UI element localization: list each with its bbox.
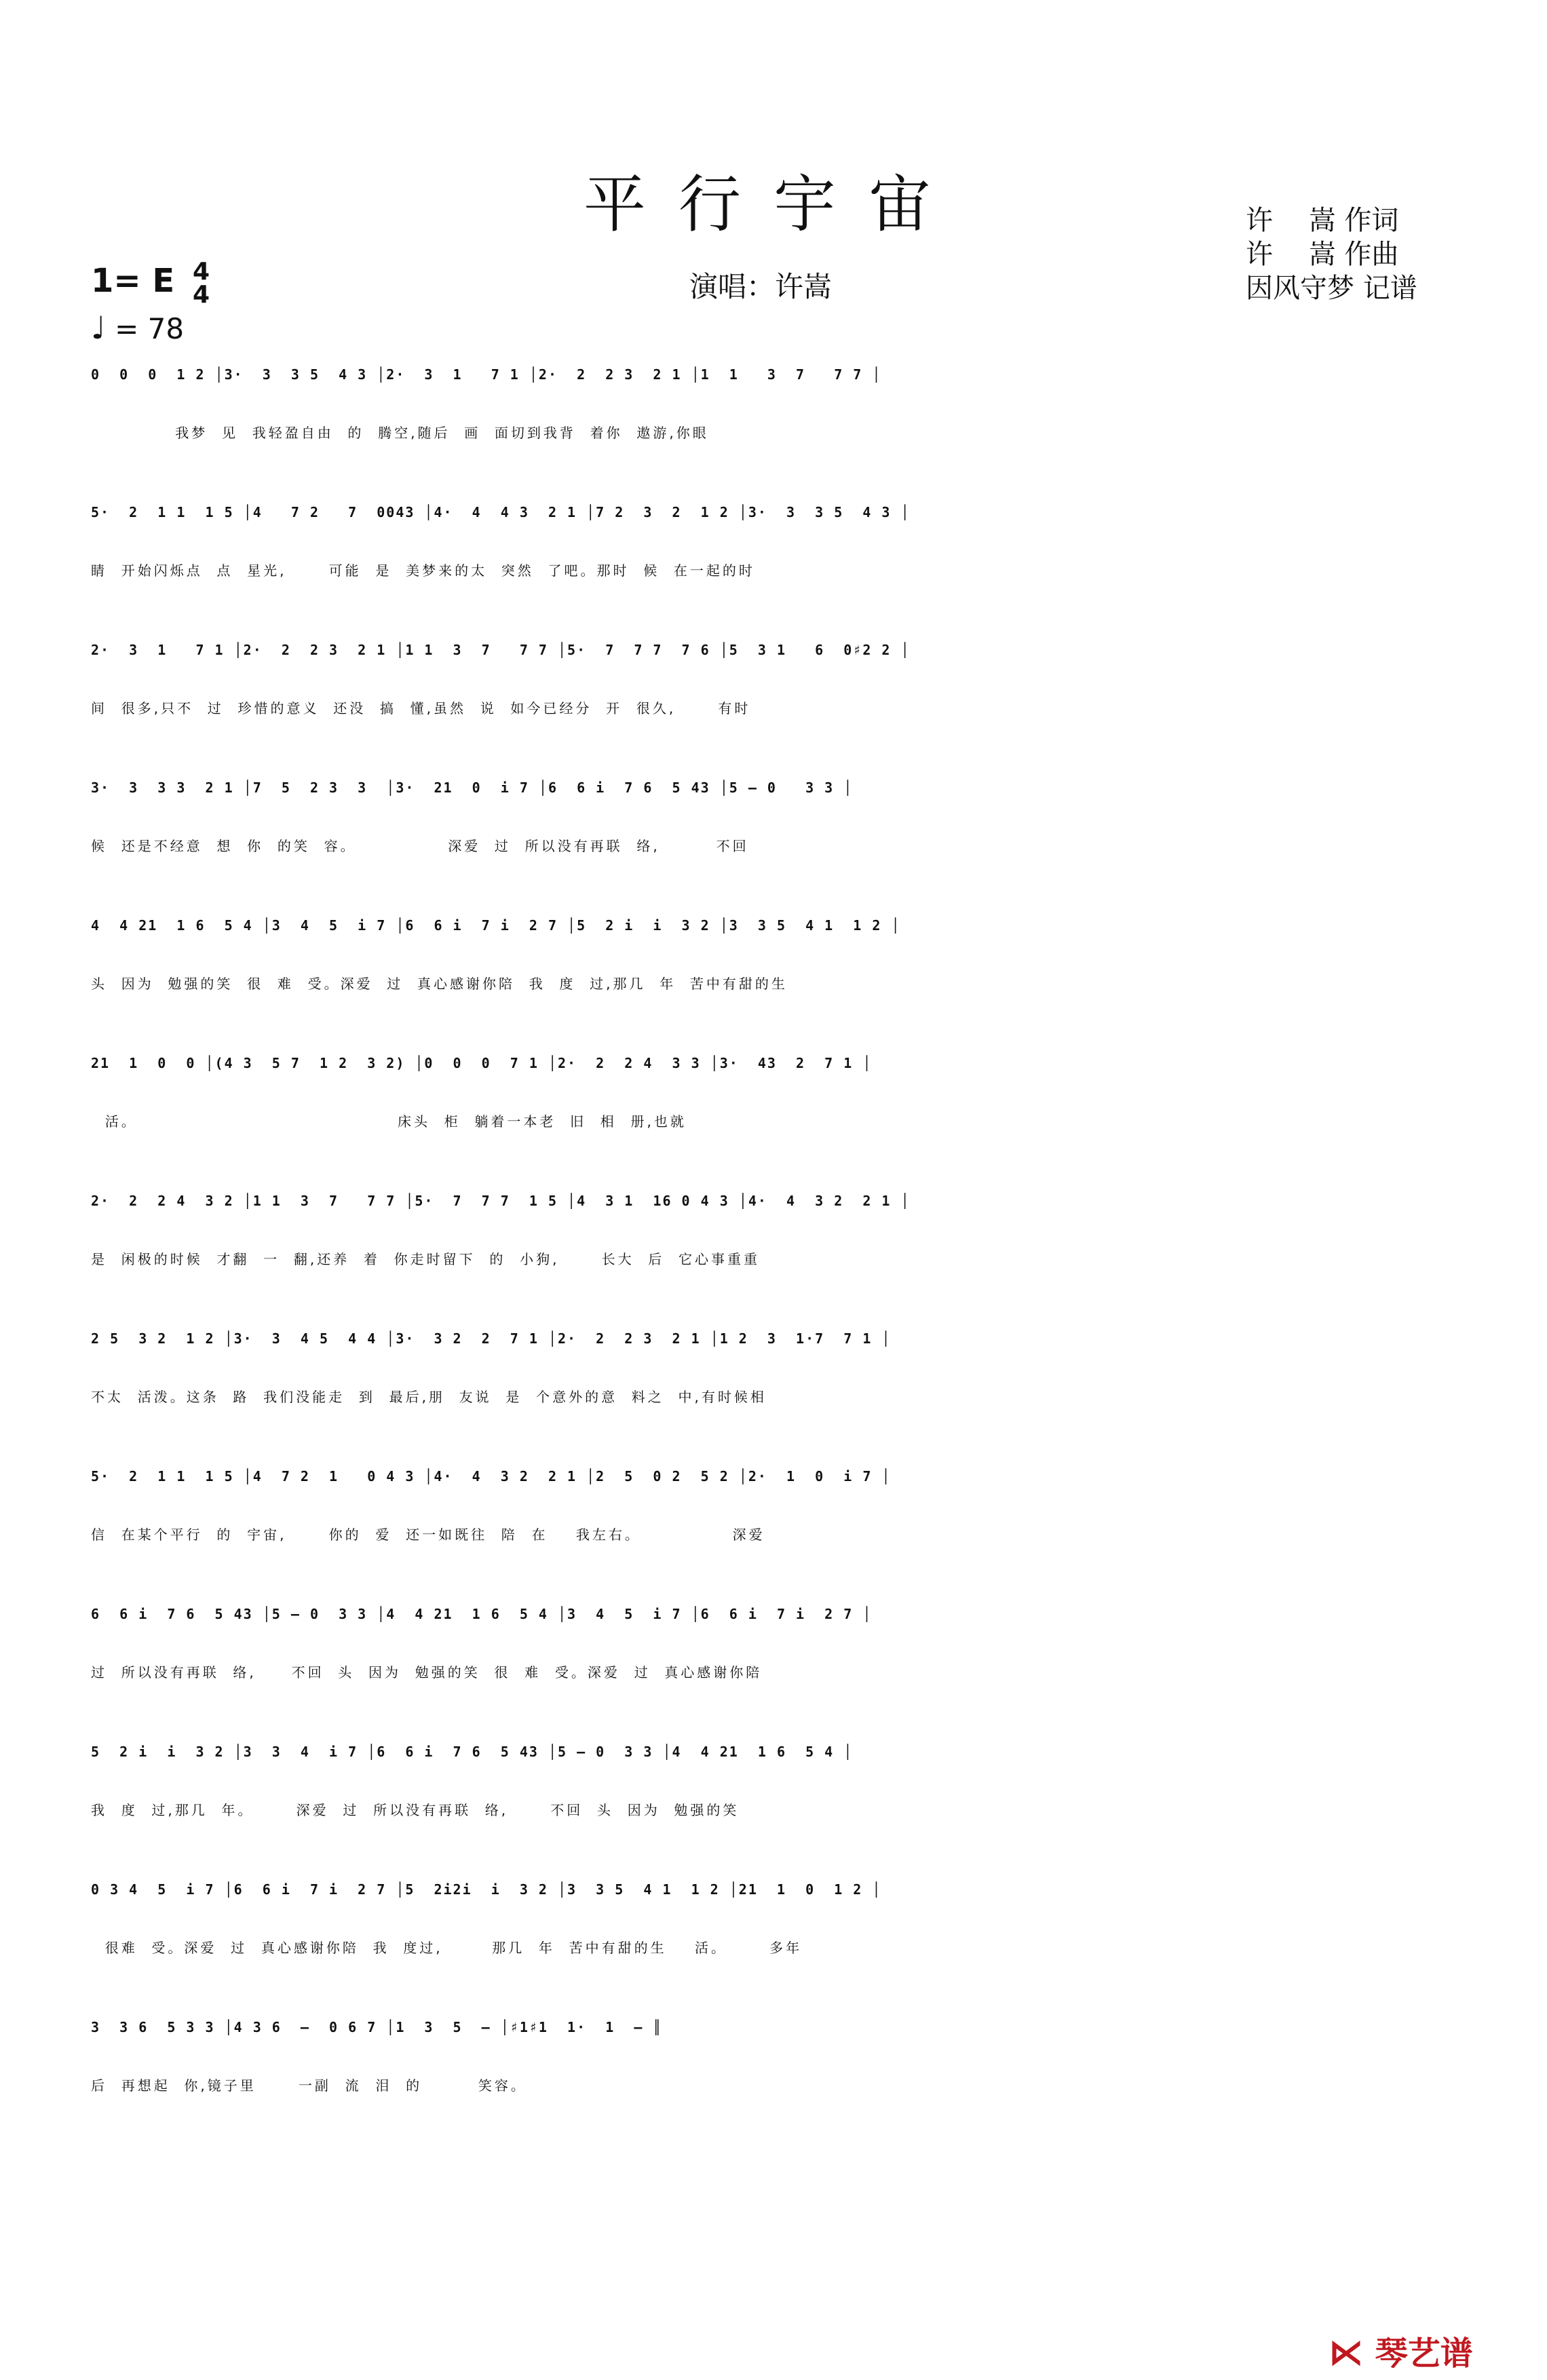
composer-credit: 许 嵩 作曲 bbox=[1246, 239, 1399, 270]
score-line bbox=[91, 1881, 1457, 1976]
song-title: 平行宇宙 bbox=[583, 168, 963, 241]
lyrics-row: 我 度 过,那几 年。 深爱 过 所以没有再联 络, 不回 头 因为 勉强的笑 bbox=[91, 1802, 740, 1818]
score-line bbox=[91, 780, 1457, 875]
lyrics-row: 后 再想起 你,镜子里 一副 流 泪 的 笑容。 bbox=[91, 2077, 527, 2094]
notation-row: 5· 2 1 1 1 5 │4 7 2 7 0043 │4· 4 4 3 2 1 │7 2 3 2 1 2 │3· 3 3 5 4 3 │ bbox=[91, 504, 911, 520]
lyrics-row: 间 很多,只不 过 珍惜的意义 还没 搞 懂,虽然 说 如今已经分 开 很久, 有时 bbox=[91, 700, 751, 716]
credits bbox=[1246, 204, 1417, 305]
notation-row: 5 2 i i 3 2 │3 3 4 i 7 │6 6 i 7 6 5 43 │5 – 0 3 3 │4 4 21 1 6 5 4 │ bbox=[91, 1744, 854, 1760]
notation-row: 5· 2 1 1 1 5 │4 7 2 1 0 4 3 │4· 4 3 2 2 1 │2 5 0 2 5 2 │2· 1 0 i 7 │ bbox=[91, 1468, 892, 1484]
lyrics-row: 我梦 见 我轻盈自由 的 腾空,随后 画 面切到我背 着你 遨游,你眼 bbox=[91, 425, 709, 441]
score-line bbox=[91, 1055, 1457, 1150]
tempo-value: = 78 bbox=[115, 312, 185, 345]
notation-row: 0 3 4 5 i 7 │6 6 i 7 i 2 7 │5 2i2i i 3 2 │3 3 5 4 1 1 2 │21 1 0 1 2 │ bbox=[91, 1881, 882, 1898]
logo-text: 琴艺谱 bbox=[1375, 2335, 1473, 2373]
lyrics-row: 很难 受。深爱 过 真心感谢你陪 我 度过, 那几 年 苦中有甜的生 活。 多年 bbox=[91, 1940, 803, 1956]
meter-bottom: 4 bbox=[193, 281, 210, 309]
score-line bbox=[91, 1468, 1457, 1563]
lyrics-row: 睛 开始闪烁点 点 星光, 可能 是 美梦来的太 突然 了吧。那时 候 在一起的时 bbox=[91, 562, 755, 579]
meter-top: 4 bbox=[193, 258, 210, 286]
notation-row: 21 1 0 0 │(4 3 5 7 1 2 3 2) │0 0 0 7 1 │2· 2 2 4 3 3 │3· 43 2 7 1 │ bbox=[91, 1055, 873, 1071]
notation-row: 2· 2 2 4 3 2 │1 1 3 7 7 7 │5· 7 7 7 1 5 │4 3 1 16 0 4 3 │4· 4 3 2 2 1 │ bbox=[91, 1193, 911, 1209]
notation-row: 2 5 3 2 1 2 │3· 3 4 5 4 4 │3· 3 2 2 7 1 │2· 2 2 3 2 1 │1 2 3 1·7 7 1 │ bbox=[91, 1330, 892, 1347]
notation-row: 3· 3 3 3 2 1 │7 5 2 3 3 │3· 21 0 i 7 │6 6 i 7 6 5 43 │5 – 0 3 3 │ bbox=[91, 780, 854, 796]
quarter-note-icon: ♩ bbox=[91, 309, 106, 346]
key-signature: 1= E bbox=[91, 262, 175, 300]
watermark-logo bbox=[1329, 2327, 1473, 2374]
notation-row: 0 0 0 1 2 │3· 3 3 5 4 3 │2· 3 1 7 1 │2· 2 2 3 2 1 │1 1 3 7 7 7 │ bbox=[91, 366, 882, 383]
score-line bbox=[91, 1606, 1457, 1701]
singer-label: 演唱：许嵩 bbox=[689, 270, 833, 303]
logo-icon: ⋉ bbox=[1329, 2333, 1364, 2373]
score-line bbox=[91, 366, 1457, 461]
lyrics-row: 信 在某个平行 的 宇宙, 你的 爱 还一如既往 陪 在 我左右。 深爱 bbox=[91, 1527, 765, 1543]
lyrics-row: 不太 活泼。这条 路 我们没能走 到 最后,朋 友说 是 个意外的意 料之 中,有时候相 bbox=[91, 1389, 767, 1405]
score-line bbox=[91, 917, 1457, 1012]
notation-row: 2· 3 1 7 1 │2· 2 2 3 2 1 │1 1 3 7 7 7 │5· 7 7 7 7 6 │5 3 1 6 0♯2 2 │ bbox=[91, 642, 911, 658]
lyrics-row: 头 因为 勉强的笑 很 难 受。深爱 过 真心感谢你陪 我 度 过,那几 年 苦中有甜的生 bbox=[91, 976, 788, 992]
lyricist-credit: 许 嵩 作词 bbox=[1246, 205, 1399, 236]
lyrics-row: 活。 床头 柜 躺着一本老 旧 相 册,也就 bbox=[91, 1113, 687, 1130]
score-line bbox=[91, 642, 1457, 737]
score-line bbox=[91, 1744, 1457, 1839]
time-signature bbox=[193, 258, 210, 309]
score-line bbox=[91, 504, 1457, 599]
transcriber-credit: 因风守梦 记谱 bbox=[1246, 273, 1417, 304]
notation-row: 6 6 i 7 6 5 43 │5 – 0 3 3 │4 4 21 1 6 5 4 │3 4 5 i 7 │6 6 i 7 i 2 7 │ bbox=[91, 1606, 873, 1622]
score-line bbox=[91, 2019, 1457, 2114]
lyrics-row: 过 所以没有再联 络, 不回 头 因为 勉强的笑 很 难 受。深爱 过 真心感谢你陪 bbox=[91, 1664, 763, 1681]
lyrics-row: 是 闲极的时候 才翻 一 翻,还养 着 你走时留下 的 小狗, 长大 后 它心事重重 bbox=[91, 1251, 761, 1267]
score-line bbox=[91, 1193, 1457, 1288]
tempo-marking bbox=[91, 309, 184, 346]
score-line bbox=[91, 1330, 1457, 1425]
lyrics-row: 候 还是不经意 想 你 的笑 容。 深爱 过 所以没有再联 络, 不回 bbox=[91, 838, 749, 854]
notation-row: 4 4 21 1 6 5 4 │3 4 5 i 7 │6 6 i 7 i 2 7 │5 2 i i 3 2 │3 3 5 4 1 1 2 │ bbox=[91, 917, 901, 934]
notation-row: 3 3 6 5 3 3 │4 3 6 – 0 6 7 │1 3 5 – │♯1♯1 1· 1 – ║ bbox=[91, 2019, 663, 2035]
